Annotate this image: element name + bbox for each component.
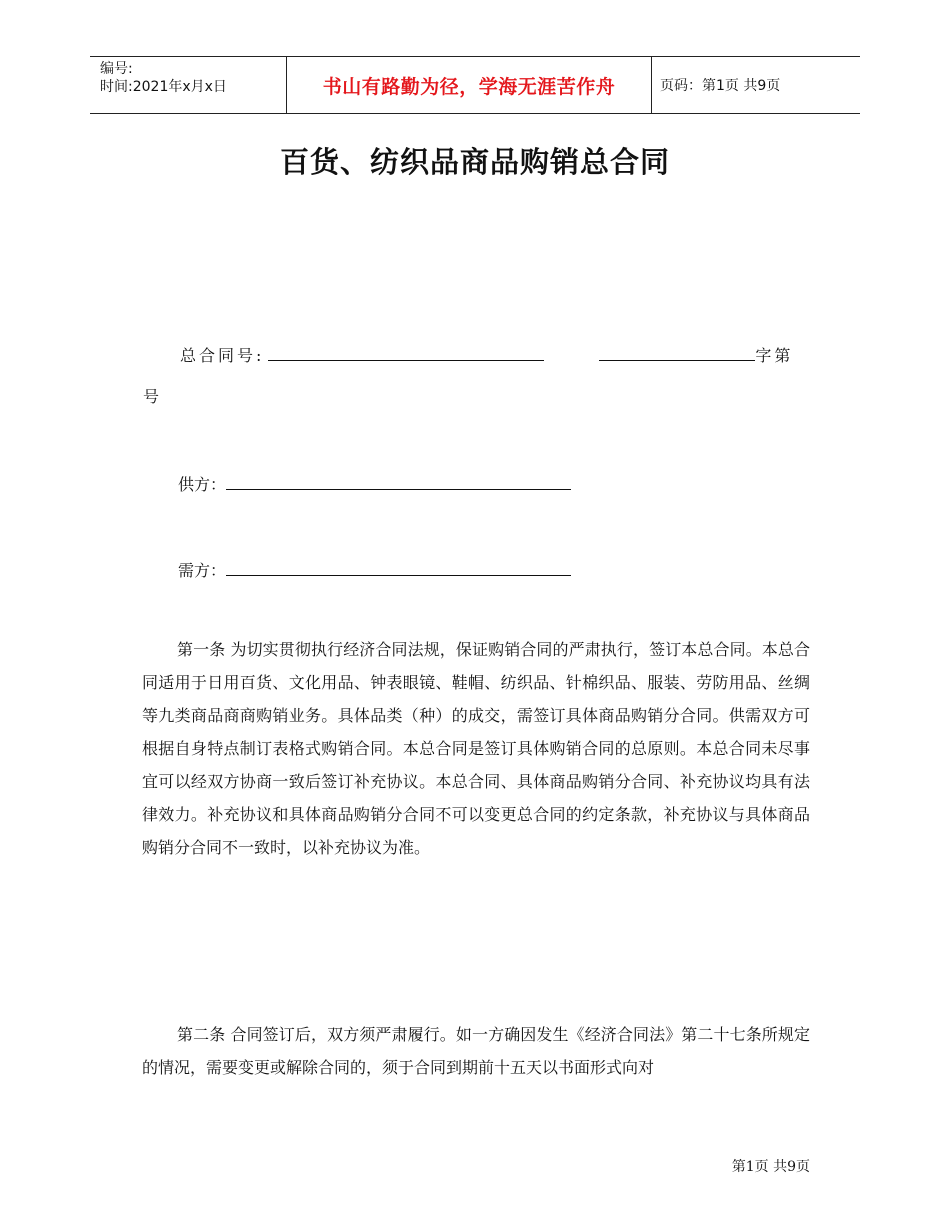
time-label: 时间:2021年x月x日 [100, 79, 227, 95]
header-page-info: 页码：第1页 共9页 [660, 78, 781, 94]
number-label: 编号: [100, 61, 133, 77]
contract-number-label: 总合同号: [180, 346, 265, 365]
supplier-blank[interactable] [226, 473, 571, 490]
header-meta [90, 57, 286, 113]
buyer-field [178, 559, 571, 581]
contract-number-field [180, 344, 793, 366]
buyer-blank[interactable] [226, 559, 571, 576]
buyer-label: 需方： [178, 561, 227, 580]
contract-number-blank[interactable] [268, 344, 544, 361]
supplier-field [178, 473, 571, 495]
article-2: 第二条 合同签订后，双方须严肃履行。如一方确因发生《经济合同法》第二十七条所规定的情况，需要变更或解除合同的，须于合同到期前十五天以书面形式向对 [142, 1025, 810, 1077]
contract-number-char-blank[interactable] [599, 344, 755, 361]
contract-number-suffix: 字第 [755, 346, 794, 365]
header-motto: 书山有路勤为径，学海无涯苦作舟 [286, 57, 652, 113]
document-title: 百货、纺织品商品购销总合同 [279, 145, 670, 179]
supplier-label: 供方： [178, 475, 227, 494]
footer-page-info: 第1页 共9页 [731, 1159, 810, 1175]
document-header [90, 56, 860, 114]
article-1: 第一条 为切实贯彻执行经济合同法规，保证购销合同的严肃执行，签订本总合同。本总合同适用于日用百货、文化用品、钟表眼镜、鞋帽、纺织品、针棉织品、服装、劳防用品、丝绸等九类商品商商购销业务。具体品类（种）的成交，需签订具体商品购销分合同。供需双方可根据自身特点制订表格式购销合同。本总合同是签订具体购销合同的总原则。本总合同未尽事宜可以经双方协商一致后签订补充协议。本总合同、具体商品购销分合同、补充协议均具有法律效力。补充协议和具体商品购销分合同不可以变更总合同的约定条款，补充协议与具体商品购销分合同不一致时，以补充协议为准。 [142, 640, 810, 857]
contract-number-wrap: 号 [143, 387, 160, 406]
